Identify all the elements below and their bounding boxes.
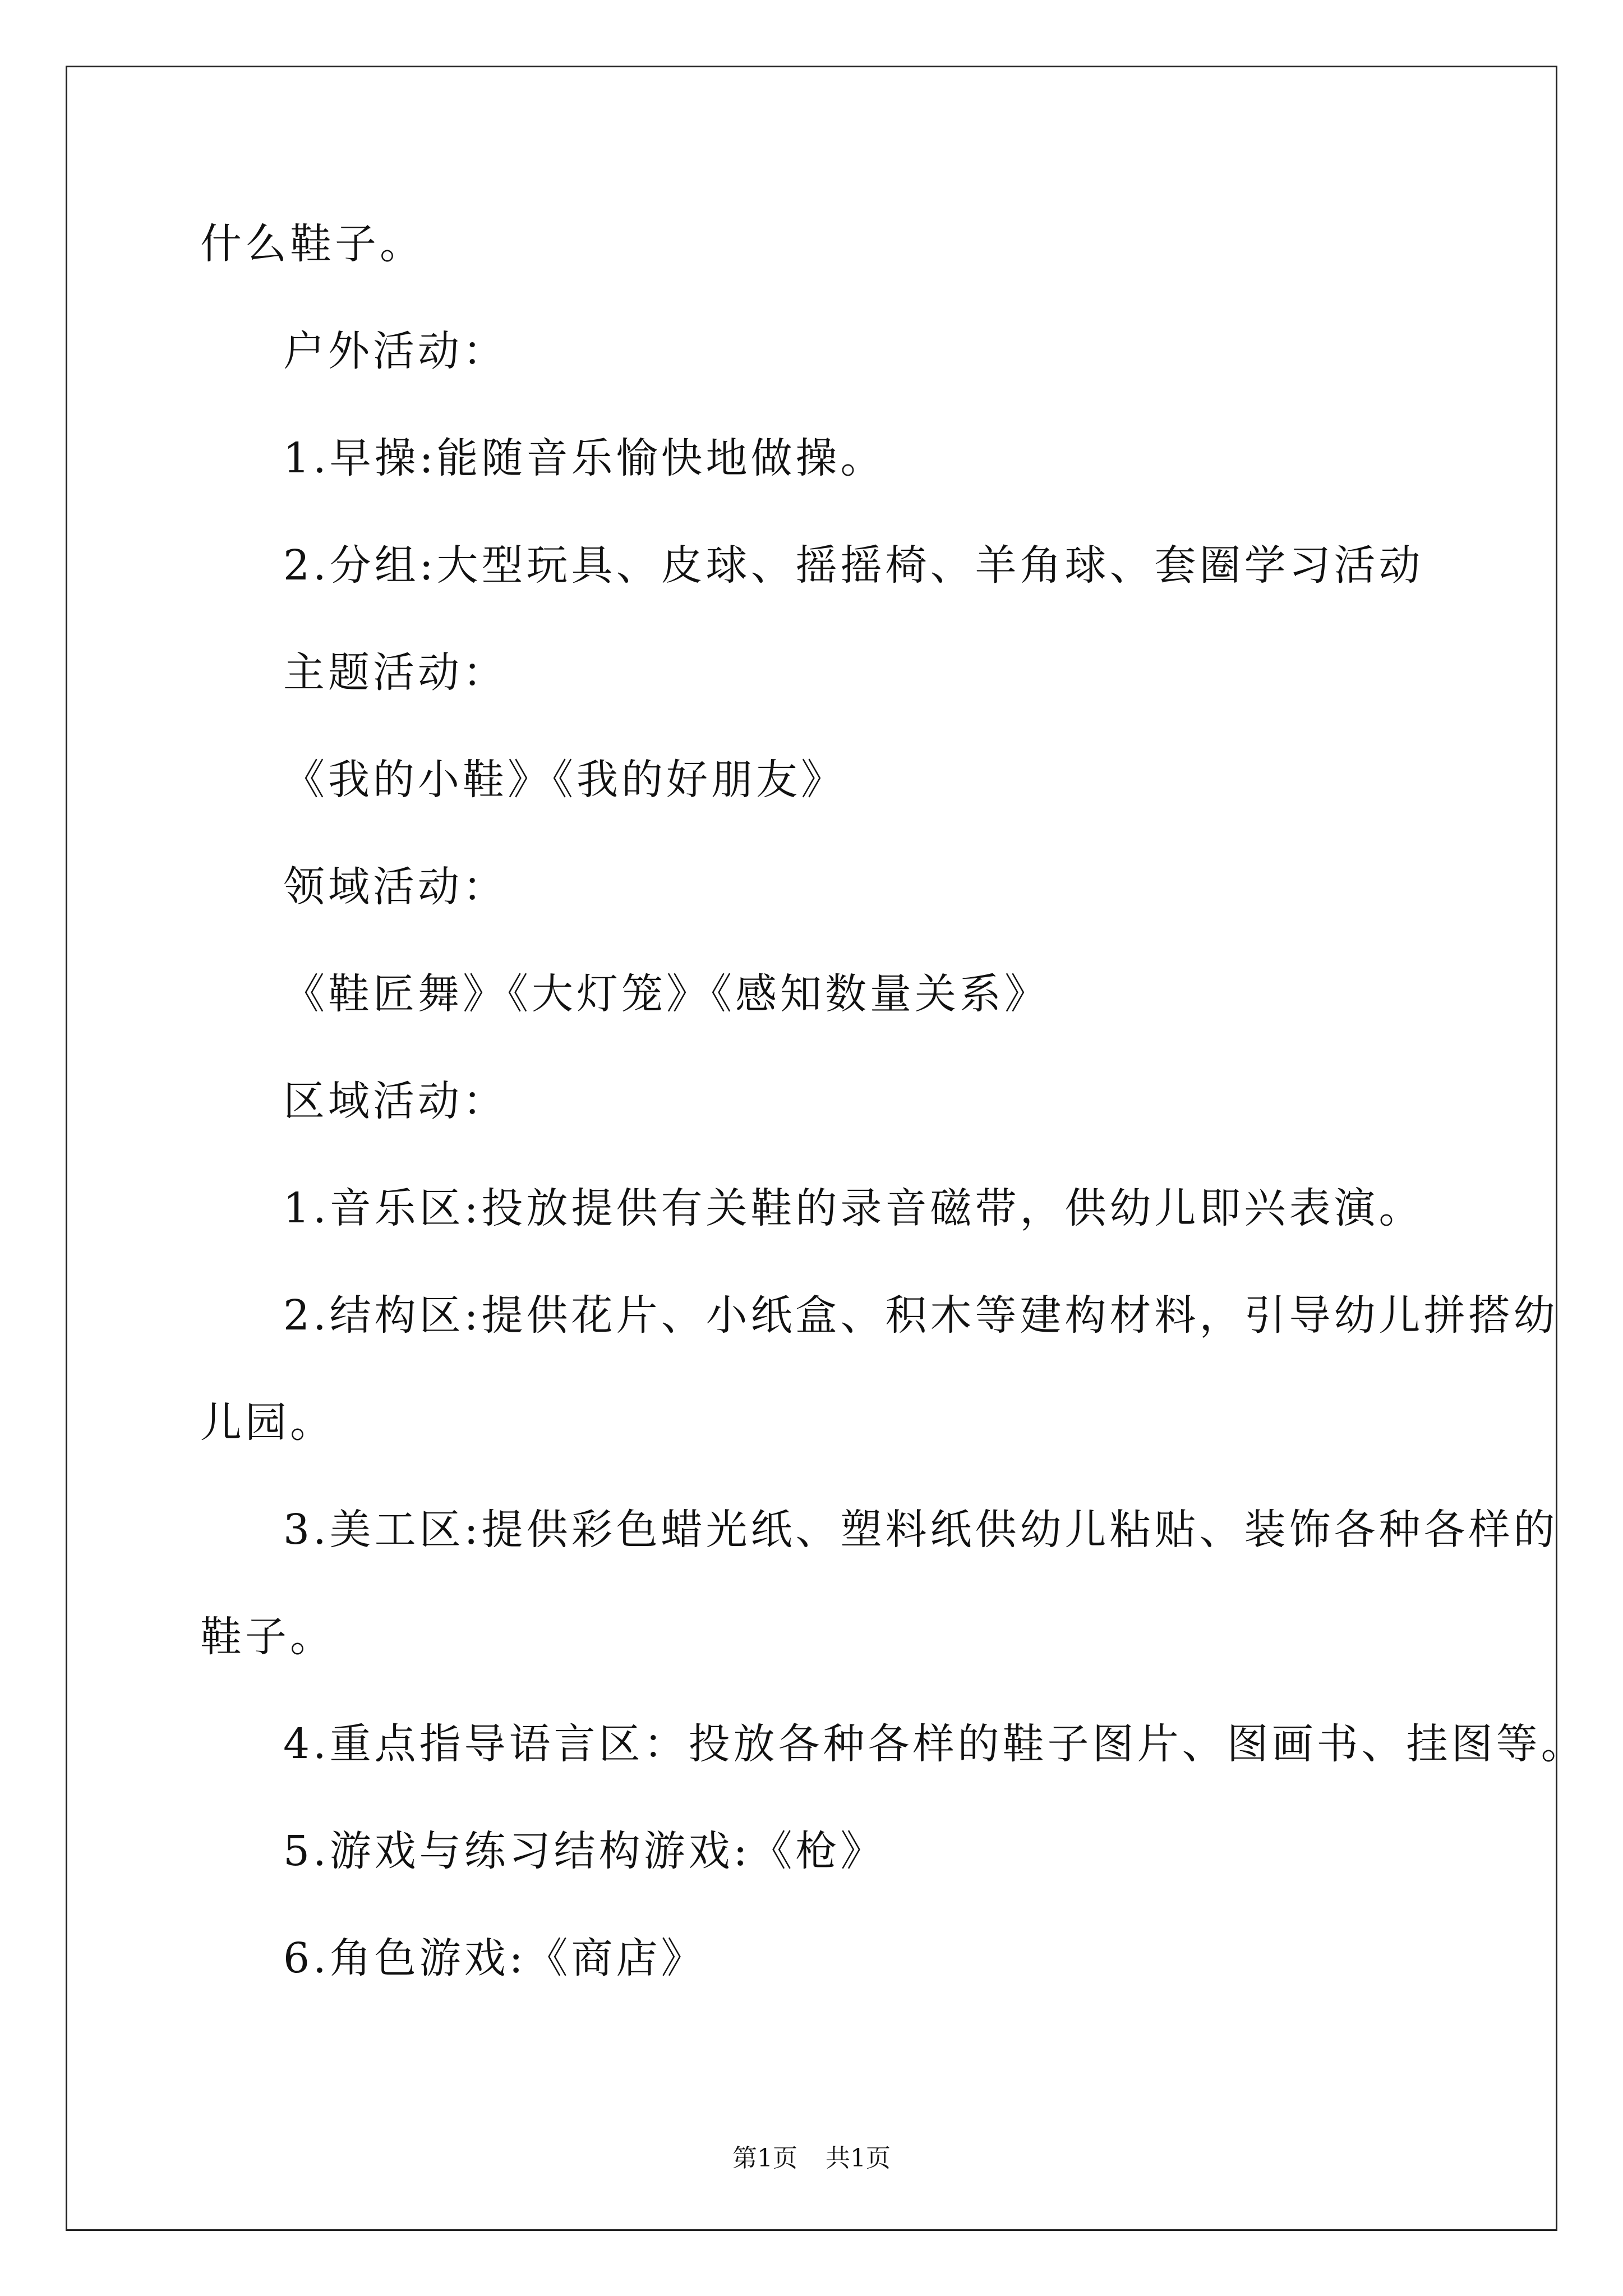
paragraph-5: 主题活动： [283,648,508,697]
page-number-current: 第1页 [732,2144,797,2173]
paragraph-13: 3.美工区:提供彩色蜡光纸、塑料纸供幼儿粘贴、装饰各种各样的 [283,1506,1559,1554]
paragraph-8: 《鞋匠舞》《大灯笼》《感知数量关系》 [283,970,1049,1018]
paragraph-12: 儿园。 [200,1398,335,1447]
paragraph-14: 鞋子。 [200,1613,335,1661]
paragraph-11: 2.结构区:提供花片、小纸盒、积木等建构材料，引导幼儿拼搭幼 [283,1291,1559,1340]
paragraph-3: 1.早操:能随音乐愉快地做操。 [283,434,886,482]
paragraph-16: 5.游戏与练习结构游戏:《枪》 [283,1827,886,1875]
paragraph-6: 《我的小鞋》《我的好朋友》 [283,756,846,804]
page-footer [0,2145,1623,2173]
paragraph-2: 户外活动： [283,327,508,375]
paragraph-9: 区域活动： [283,1077,508,1125]
document-body [200,220,1586,2043]
paragraph-7: 领域活动： [283,863,508,911]
paragraph-15: 4.重点指导语言区：投放各种各样的鞋子图片、图画书、挂图等。 [283,1720,1586,1768]
paragraph-17: 6.角色游戏:《商店》 [283,1934,706,1982]
paragraph-10: 1.音乐区:投放提供有关鞋的录音磁带，供幼儿即兴表演。 [283,1184,1424,1232]
paragraph-1: 什么鞋子。 [200,220,425,268]
page-number-total: 共1页 [826,2144,891,2173]
paragraph-4: 2.分组:大型玩具、皮球、摇摇椅、羊角球、套圈学习活动 [283,541,1424,590]
